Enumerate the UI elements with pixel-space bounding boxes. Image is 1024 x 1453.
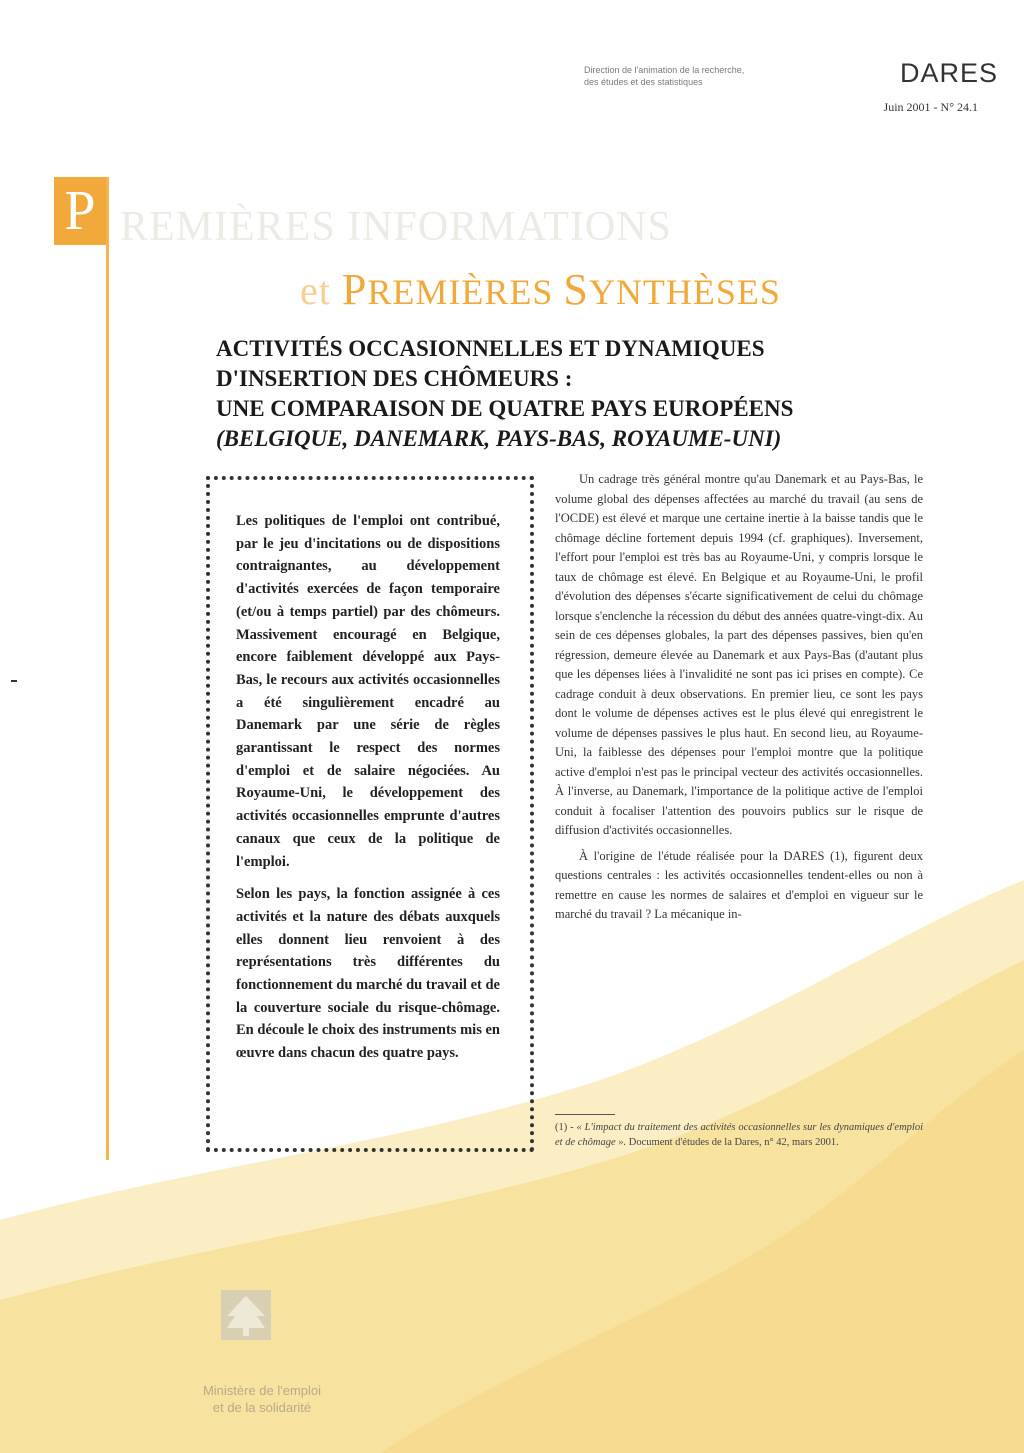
abstract-text bbox=[236, 510, 500, 1075]
article-title bbox=[216, 334, 956, 454]
masthead-premieres-informations bbox=[120, 192, 840, 257]
abstract-box bbox=[206, 476, 534, 1152]
masthead-et: et bbox=[300, 268, 342, 313]
direction-line-2: des études et des statistiques bbox=[584, 77, 703, 87]
masthead-yntheses: YNTHÈSES bbox=[588, 272, 781, 312]
footnote-rule bbox=[555, 1114, 615, 1115]
brand-logo: DARES bbox=[899, 58, 998, 88]
body-paragraph-2: À l'origine de l'étude réalisée pour la DARES (1), figurent deux questions centrales : les activités occasionnelles tendent-elles ou non à remettre en cause les normes de salaires et d'emploi en vigueur sur le marché du travail ? La mécanique in- bbox=[555, 848, 923, 921]
abstract-paragraph-2: Selon les pays, la fonction assignée à ces activités et la nature des débats auxquels elles donnent lieu renvoient à des représentations très différentes du fonctionnement du marché du travail et de la couverture sociale du risque-chômage. En découle le choix des instruments mis en œuvre dans chacun des quatre pays. bbox=[236, 886, 500, 1062]
body-column bbox=[555, 470, 923, 931]
masthead-faded-part-2: INFORMATIONS bbox=[347, 204, 672, 250]
masthead-initial: P bbox=[54, 177, 106, 245]
ministry-name bbox=[172, 1382, 352, 1416]
body-paragraph-1: Un cadrage très général montre qu'au Danemark et au Pays-Bas, le volume global des dépenses affectées au marché du travail (au sens de l'OCDE) est élevé et marque une certaine inertie à la baisse tandis que le chômage décline fortement depuis 1994 (cf. graphiques). Inversement, l'effort pour l'emploi est très bas au Royaume-Uni, y compris lorsque le taux de chômage est élevé. En Belgique et au Royaume-Uni, le profil d'évolution des dépenses s'écarte significativement de celui du chômage lorsque s'enclenche la récession du début des années quatre-vingt-dix. Au sein de ces dépenses globales, la part des dépenses passives, bien qu'en régression, demeure élevée au Danemark et aux Pays-Bas (d'autant plus que les dépenses liées à l'invalidité ne sont pas ici prises en compte). Ce cadrage conduit à deux observations. En premier lieu, ce sont les pays dont le volume de dépenses actives est le plus élevé qui enregistrent le volume de dépenses passives le plus haut. En second lieu, au Royaume-Uni, la faiblesse des dépenses pour l'emploi montre que la politique active d'emploi n'est pas le principal vecteur des activités occasionnelles. À l'inverse, au Danemark, l'importance de la politique active de l'emploi conduit à focaliser l'attention des pouvoirs publics sur le risque de diffusion d'activités occasionnelles. bbox=[555, 472, 923, 837]
issue-date: Juin 2001 - N° 24.1 bbox=[883, 100, 978, 114]
ministry-line-2: et de la solidarité bbox=[212, 1400, 312, 1415]
title-line-2: D'INSERTION DES CHÔMEURS : bbox=[216, 366, 573, 391]
ministry-logo-icon bbox=[221, 1290, 271, 1340]
masthead-remieres: REMIÈRES bbox=[367, 272, 564, 312]
masthead-premieres-syntheses bbox=[300, 262, 1000, 320]
ministry-line-1: Ministère de l'emploi bbox=[202, 1383, 322, 1398]
direction-label bbox=[584, 64, 844, 88]
footnote-reference: Document d'études de la Dares, n° 42, mars 2001. bbox=[626, 1137, 839, 1148]
margin-mark bbox=[11, 680, 17, 682]
abstract-paragraph-1: Les politiques de l'emploi ont contribué, par le jeu d'incitations ou de dispositions contraignantes, au développement d'activités exercées de façon temporaire (et/ou à temps partiel) par des chômeurs. Massivement encouragé en Belgique, encore faiblement développé aux Pays-Bas, le recours aux activités occasionnelles a été singulièrement encadré au Danemark par une série de règles garantissant le respect des normes d'emploi et de salaire négociées. Au Royaume-Uni, le développement des activités occasionnelles emprunte d'autres canaux que ceux de la politique de l'emploi. bbox=[236, 513, 500, 870]
masthead-faded-part-1: REMIÈRES bbox=[120, 204, 348, 250]
footnote-title: « L'impact du traitement des activités occasionnelles sur les dynamiques d'emploi et de chômage ». bbox=[555, 1122, 924, 1148]
vertical-rule bbox=[106, 177, 109, 1160]
footnote bbox=[555, 1120, 923, 1150]
masthead-p: P bbox=[341, 265, 368, 314]
title-line-1: ACTIVITÉS OCCASIONNELLES ET DYNAMIQUES bbox=[216, 336, 765, 361]
direction-line-1: Direction de l'animation de la recherche, bbox=[584, 65, 745, 75]
masthead-s: S bbox=[563, 265, 589, 314]
title-line-4: (BELGIQUE, DANEMARK, PAYS-BAS, ROYAUME-UNI) bbox=[216, 426, 782, 451]
title-line-3: UNE COMPARAISON DE QUATRE PAYS EUROPÉENS bbox=[216, 396, 794, 421]
footnote-marker: (1) - bbox=[555, 1122, 577, 1133]
